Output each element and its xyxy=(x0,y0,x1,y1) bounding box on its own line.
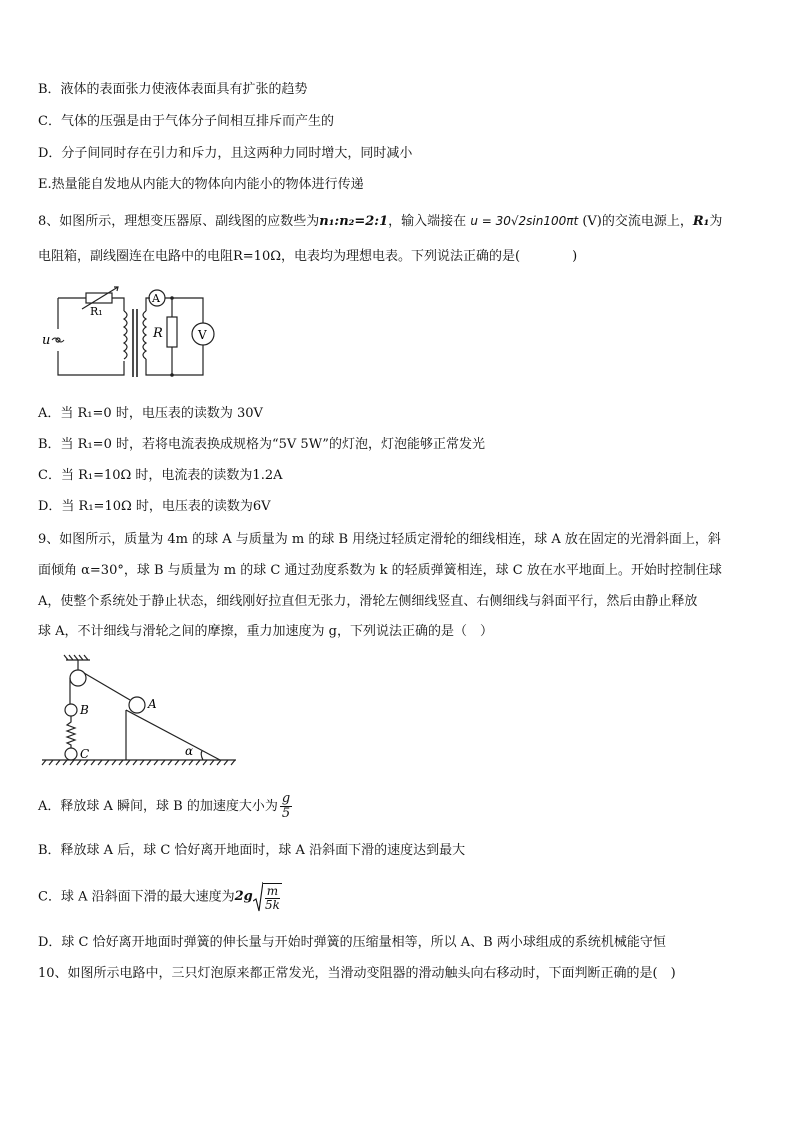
q9-stem-line1: 9、如图所示，质量为 4m 的球 A 与质量为 m 的球 B 用绕过轻质定滑轮的细线相连，球 A 放在固定的光滑斜面上，斜 xyxy=(38,532,721,547)
q9-fig-b-text: B xyxy=(80,703,89,717)
q9-option-c-text: C．球 A 沿斜面下滑的最大速度为 xyxy=(38,889,235,905)
q9-option-b: B．释放球 A 后，球 C 恰好离开地面时，球 A 沿斜面下滑的速度达到最大 xyxy=(38,843,466,858)
q8-stem-part4: 为 xyxy=(709,214,723,229)
q9-stem-line4: 球 A，不计细线与滑轮之间的摩擦，重力加速度为 g，下列说法正确的是（ ） xyxy=(38,624,493,639)
q9-option-c-denominator: 5k xyxy=(264,897,280,912)
q9-option-c-formula xyxy=(235,880,283,914)
q9-option-a-denominator: 5 xyxy=(281,806,291,821)
q7-option-e: E.热量能自发地从内能大的物体向内能小的物体进行传递 xyxy=(38,177,364,192)
q8-option-c: C．当 R₁=10Ω 时，电流表的读数为1.2A xyxy=(38,468,283,483)
q8-stem-line1 xyxy=(38,211,722,232)
q10-stem: 10、如图所示电路中，三只灯泡原来都正常发光，当滑动变阻器的滑动触头向右移动时，下面判断正确的是( ) xyxy=(38,966,676,981)
q8-stem-part2: ，输入端接在 xyxy=(388,214,467,229)
q8-fig-u-text: u xyxy=(42,333,51,348)
q9-fig-c-text: C xyxy=(80,747,90,761)
q8-option-b: B．当 R₁=0 时，若将电流表换成规格为“5V 5W”的灯泡，灯泡能够正常发光 xyxy=(38,437,485,452)
q7-option-d: D．分子间同时存在引力和斥力，且这两种力同时增大，同时减小 xyxy=(38,146,413,161)
q7-option-b: B．液体的表面张力使液体表面具有扩张的趋势 xyxy=(38,82,308,97)
q8-option-a: A．当 R₁=0 时，电压表的读数为 30V xyxy=(38,406,263,421)
q8-resistor-r xyxy=(167,317,177,347)
q8-transformer-circuit-figure xyxy=(38,285,228,385)
q9-pulley-incline-figure xyxy=(38,652,268,770)
q8-stem-part3: (V)的交流电源上， xyxy=(582,214,693,229)
q8-fig-ammeter-text: A xyxy=(152,292,160,305)
q8-turns-ratio: n₁:n₂=2:1 xyxy=(319,214,389,229)
q9-option-a xyxy=(38,792,292,822)
q8-option-d: D．当 R₁=10Ω 时，电压表的读数为6V xyxy=(38,499,271,514)
q8-voltage-formula: u = 30√2sin100πt xyxy=(470,214,579,228)
q9-ball-b xyxy=(65,704,77,716)
q9-option-c-coef: 2g xyxy=(234,889,253,904)
q8-fig-r1-text: R₁ xyxy=(90,305,103,318)
q9-fig-a-text: A xyxy=(148,697,157,711)
q8-r1-label: R₁ xyxy=(692,214,710,229)
q9-fig-alpha-text: α xyxy=(185,744,194,758)
q9-stem-line2: 面倾角 α=30°，球 B 与质量为 m 的球 C 通过劲度系数为 k 的轻质弹簧相连，球 C 放在水平地面上。开始时控制住球 xyxy=(38,563,722,578)
q9-ball-a xyxy=(129,697,145,713)
q7-option-c: C．气体的压强是由于气体分子间相互排斥而产生的 xyxy=(38,114,334,129)
q9-option-a-numerator: g xyxy=(281,791,291,806)
q9-stem-line3: A，使整个系统处于静止状态，细线刚好拉直但无张力，滑轮左侧细线竖直、右侧细线与斜面平行，然后由静止释放 xyxy=(38,594,698,609)
q8-stem-part1: 8、如图所示，理想变压器原、副线图的应数些为 xyxy=(38,214,320,229)
q9-option-c xyxy=(38,880,282,915)
q9-pulley xyxy=(70,670,86,686)
q8-fig-voltmeter-text: V xyxy=(198,328,207,342)
sqrt-icon xyxy=(253,881,263,913)
q8-fig-r-text: R xyxy=(153,326,163,341)
q8-stem-line2: 电阻箱，副线圈连在电路中的电阻R=10Ω，电表均为理想电表。下列说法正确的是( ) xyxy=(38,249,578,264)
q9-option-a-fraction xyxy=(280,792,292,821)
q9-ball-c xyxy=(65,748,77,760)
q9-option-c-numerator: m xyxy=(266,883,279,898)
q9-option-d: D．球 C 恰好离开地面时弹簧的伸长量与开始时弹簧的压缩量相等，所以 A、B 两小球组成的系统机械能守恒 xyxy=(38,935,666,950)
q9-option-a-text: A．释放球 A 瞬间，球 B 的加速度大小为 xyxy=(38,799,278,814)
